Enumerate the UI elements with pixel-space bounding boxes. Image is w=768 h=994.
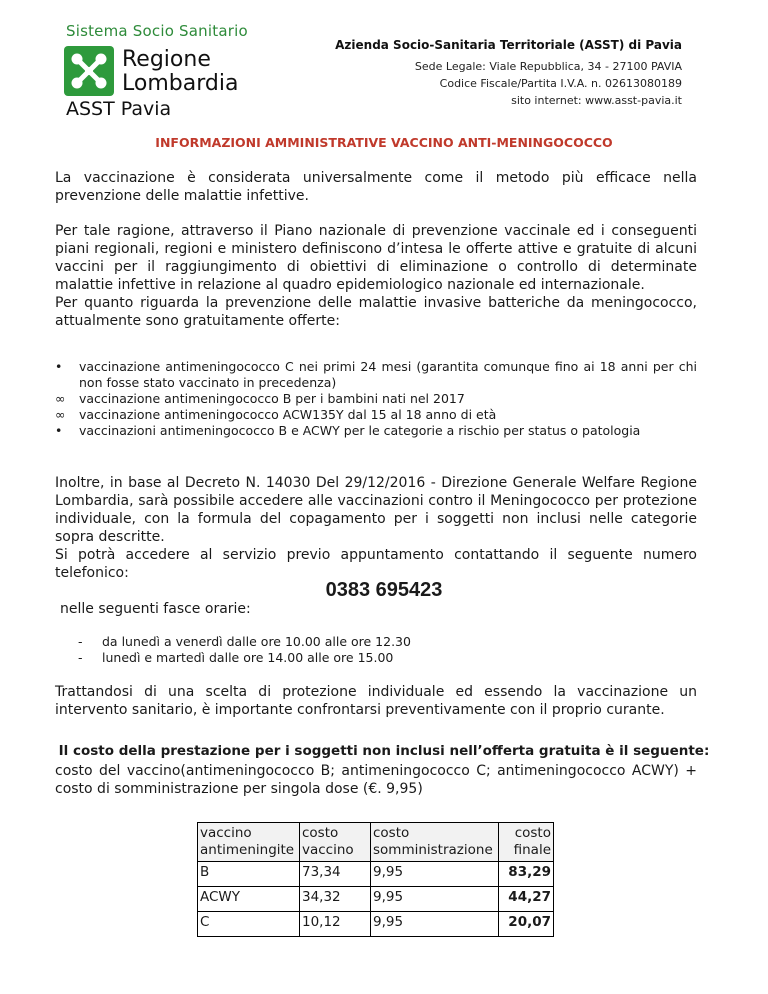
- table-cell: 9,95: [371, 862, 499, 887]
- table-cell: C: [198, 912, 300, 937]
- brand-region-name: [122, 48, 238, 96]
- table-row: [198, 887, 554, 912]
- table-cell: 44,27: [499, 887, 554, 912]
- list-item-text: lunedì e martedì dalle ore 14.00 alle ore 15.00: [102, 650, 394, 665]
- plan-paragraph-part2: Per quanto riguarda la prevenzione delle malattie invasive batteriche da meningococco, attualmente sono gratuitamente offerte:: [55, 295, 697, 329]
- table-row: [198, 912, 554, 937]
- list-item: [55, 391, 697, 407]
- advice-paragraph: Trattandosi di una scelta di protezione individuale ed essendo la vaccinazione un intervento sanitario, è importante confrontarsi preventivamente con il proprio curante.: [55, 684, 697, 718]
- brand-system-label: Sistema Socio Sanitario: [66, 22, 248, 40]
- table-cell: ACWY: [198, 887, 300, 912]
- regione-lombardia-logo: [64, 46, 114, 96]
- organization-details: [415, 58, 682, 109]
- cost-table: [197, 822, 554, 937]
- list-item-text: vaccinazioni antimeningococco B e ACWY per le categorie a rischio per status o patologia: [79, 423, 641, 438]
- list-item-text: da lunedì a venerdì dalle ore 10.00 alle ore 12.30: [102, 634, 411, 649]
- table-cell: 73,34: [300, 862, 371, 887]
- organization-website: sito internet: www.asst-pavia.it: [511, 94, 682, 107]
- table-cell: 34,32: [300, 887, 371, 912]
- hours-list: [78, 634, 411, 666]
- rosa-camuna-icon: [64, 46, 114, 96]
- free-offers-list: [55, 359, 697, 439]
- brand-region-line1: Regione: [122, 47, 211, 72]
- plan-paragraph: [55, 222, 697, 330]
- bullet-mark: •: [55, 423, 63, 438]
- list-item: [78, 650, 411, 666]
- brand-asst-label: ASST Pavia: [66, 98, 172, 120]
- list-item: [78, 634, 411, 650]
- list-item: [55, 359, 697, 391]
- intro-paragraph: La vaccinazione è considerata universalmente come il metodo più efficace nella prevenzione delle malattie infettive.: [55, 170, 697, 204]
- table-cell: 10,12: [300, 912, 371, 937]
- organization-name: Azienda Socio-Sanitaria Territoriale (ASST) di Pavia: [335, 38, 682, 52]
- dash-mark: -: [78, 650, 83, 665]
- table-cell: 9,95: [371, 912, 499, 937]
- plan-paragraph-part1: Per tale ragione, attraverso il Piano nazionale di prevenzione vaccinale ed i conseguenti piani regionali, regioni e ministero definiscono d’intesa le offerte attive e gratuite di alcuni vaccini per il raggiungimento di obiettivi di eliminazione o controllo di determinate malattie infettive in relazione al quadro epidemiologico nazionale ed internazionale.: [55, 223, 697, 293]
- brand-region-line2: Lombardia: [122, 71, 239, 96]
- decree-paragraph-part1: Inoltre, in base al Decreto N. 14030 Del 29/12/2016 - Direzione Generale Welfare Regione Lombardia, sarà possibile accedere alle vaccinazioni contro il Meningococco per protezione individuale, con la formula del copagamento per i soggetti non inclusi nelle categorie sopra descritte.: [55, 475, 697, 545]
- cost-formula-paragraph: costo del vaccino(antimeningococco B; antimeningococco C; antimeningococco ACWY) + costo di somministrazione per singola dose (€. 9,95): [55, 763, 697, 797]
- table-cell: 20,07: [499, 912, 554, 937]
- cost-heading: Il costo della prestazione per i soggetti non inclusi nell’offerta gratuita è il seguente:: [58, 743, 710, 759]
- decree-paragraph-part2: Si potrà accedere al servizio previo appuntamento contattando il seguente numero telefonico:: [55, 547, 697, 581]
- table-header-row: [198, 823, 554, 862]
- document-title: INFORMAZIONI AMMINISTRATIVE VACCINO ANTI-MENINGOCOCCO: [155, 135, 613, 150]
- list-item-text: vaccinazione antimeningococco B per i bambini nati nel 2017: [79, 391, 465, 406]
- list-item: [55, 423, 697, 439]
- list-item-text: vaccinazione antimeningococco ACW135Y dal 15 al 18 anno di età: [79, 407, 497, 422]
- bullet-mark: •: [55, 359, 63, 374]
- column-header: costo finale: [499, 823, 554, 862]
- bullet-mark: ∞: [55, 391, 66, 406]
- table-row: [198, 862, 554, 887]
- organization-address: Sede Legale: Viale Repubblica, 34 - 27100 PAVIA: [414, 60, 682, 73]
- hours-intro: nelle seguenti fasce orarie:: [60, 601, 251, 617]
- table-cell: 83,29: [499, 862, 554, 887]
- table-cell: B: [198, 862, 300, 887]
- phone-number: 0383 695423: [325, 579, 443, 601]
- column-header: vaccino antimeningite: [198, 823, 300, 862]
- table-cell: 9,95: [371, 887, 499, 912]
- decree-paragraph: [55, 474, 697, 582]
- dash-mark: -: [78, 634, 83, 649]
- column-header: costo vaccino: [300, 823, 371, 862]
- column-header: costo somministrazione: [371, 823, 499, 862]
- list-item-text: vaccinazione antimeningococco C nei primi 24 mesi (garantita comunque fino ai 18 anni per chi non fosse stato vaccinato in precedenza): [79, 359, 697, 390]
- organization-fiscal-code: Codice Fiscale/Partita I.V.A. n. 02613080189: [439, 77, 682, 90]
- list-item: [55, 407, 697, 423]
- bullet-mark: ∞: [55, 407, 66, 422]
